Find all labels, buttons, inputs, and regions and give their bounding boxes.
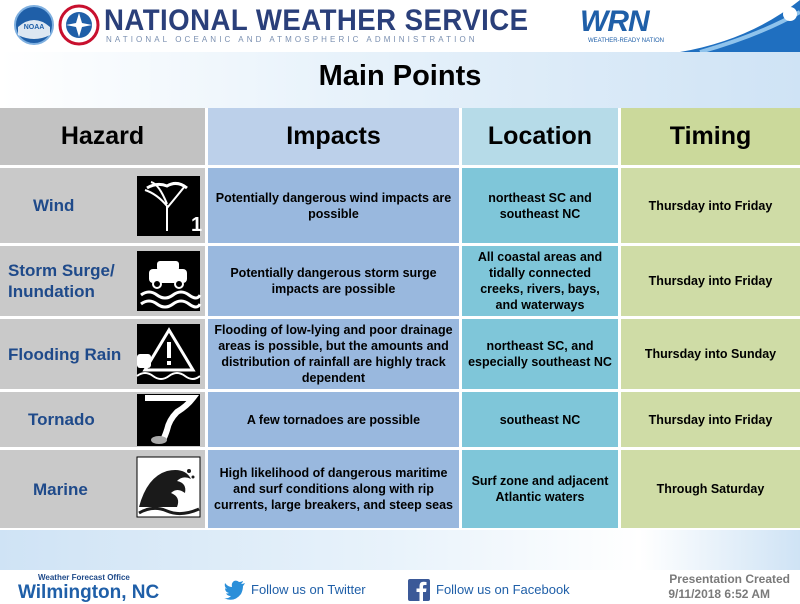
timing-cell: Thursday into Friday (621, 392, 800, 447)
main-title: Main Points (318, 60, 482, 92)
table-row-hazard-wind (0, 168, 205, 243)
office-city: Wilmington, NC (18, 582, 160, 603)
timing-cell: Thursday into Friday (621, 168, 800, 243)
page-header-title: NATIONAL WEATHER SERVICE (104, 4, 529, 37)
table-row-hazard-tornado (0, 392, 205, 447)
table-row-hazard-marine (0, 450, 205, 528)
header (0, 0, 800, 52)
noaa-logo-icon (14, 5, 54, 45)
office-label: Weather Forecast Office (38, 573, 130, 582)
wrn-logo-text: WRN (580, 5, 649, 38)
tornado-icon (137, 394, 200, 446)
marine-wave-icon (137, 457, 200, 517)
impacts-cell: Potentially dangerous storm surge impacts are possible (208, 246, 459, 316)
footer-band (0, 530, 800, 570)
column-header-hazard: Hazard (0, 108, 205, 165)
location-cell: northeast SC, and especially southeast NC (462, 319, 618, 389)
facebook-icon[interactable] (408, 579, 430, 601)
table-row-hazard-flooding-rain (0, 319, 205, 389)
impacts-cell: Flooding of low-lying and poor drainage areas is possible, but the amounts and distribution of rainfall are highly track dependent (208, 319, 459, 389)
location-cell: northeast SC and southeast NC (462, 168, 618, 243)
presentation-created-label: Presentation Created (669, 572, 790, 586)
svg-text:NOAA: NOAA (23, 24, 45, 31)
wrn-logo-subtext: WEATHER-READY NATION (588, 38, 665, 44)
impacts-cell: A few tornadoes are possible (208, 392, 459, 447)
hazard-label: Tornado (28, 410, 95, 429)
hazard-label: Wind (33, 196, 75, 215)
twitter-icon[interactable] (224, 580, 246, 600)
timing-cell: Through Saturday (621, 450, 800, 528)
impacts-cell: Potentially dangerous wind impacts are possible (208, 168, 459, 243)
wind-icon (137, 176, 203, 236)
facebook-link[interactable]: Follow us on Facebook (436, 582, 570, 597)
storm-surge-icon (137, 251, 200, 311)
svg-text:1: 1 (191, 214, 203, 236)
location-cell: All coastal areas and tidally connected creeks, rivers, bays, and waterways (462, 246, 618, 316)
hazard-label: Marine (33, 479, 88, 499)
table-row-hazard-storm-surge (0, 246, 205, 316)
timing-cell: Thursday into Friday (621, 246, 800, 316)
presentation-created-date: 9/11/2018 6:52 AM (668, 587, 770, 601)
page-header-subtitle: NATIONAL OCEANIC AND ATMOSPHERIC ADMINISTRATION (106, 35, 478, 44)
column-header-impacts: Impacts (208, 108, 459, 165)
flooding-rain-icon (137, 324, 200, 384)
nws-logo-icon (59, 5, 99, 45)
twitter-link[interactable]: Follow us on Twitter (251, 582, 366, 597)
impacts-cell: High likelihood of dangerous maritime and surf conditions along with rip currents, large breakers, and steep seas (208, 450, 459, 528)
location-cell: southeast NC (462, 392, 618, 447)
timing-cell: Thursday into Sunday (621, 319, 800, 389)
column-header-location: Location (462, 108, 618, 165)
header-swoosh-decoration (680, 0, 800, 52)
wrn-logo (580, 5, 672, 47)
location-cell: Surf zone and adjacent Atlantic waters (462, 450, 618, 528)
hazard-label: Storm Surge/ Inundation (8, 261, 115, 301)
hazard-label: Flooding Rain (8, 344, 122, 364)
column-header-timing: Timing (621, 108, 800, 165)
